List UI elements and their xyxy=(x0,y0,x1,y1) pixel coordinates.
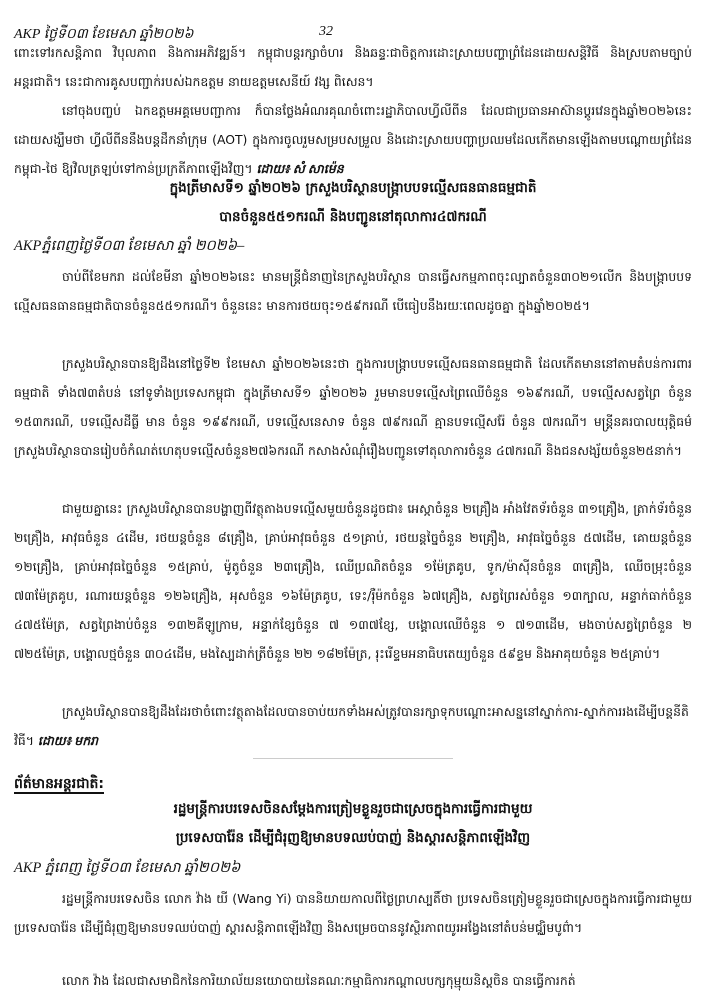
article3-paragraph-2 xyxy=(14,966,692,995)
section-title-international-news xyxy=(14,774,414,794)
article2-headline-line-1: ក្នុងត្រីមាសទី១ ឆ្នាំ២០២៦ ក្រសួងបរិស្ថានបង្ក្រាបបទល្មើសធនធានធម្មជាតិ xyxy=(169,180,537,196)
article3-dateline: AKP ភ្នំពេញ ថ្ងៃទី០៣ ខែមេសា ឆ្នាំ២០២៦ xyxy=(14,860,241,876)
article2-paragraph-3-text: ជាមួយគ្នានេះ ក្រសួងបរិស្ថានបានបង្ហាញពីវត្ថុតាងបទល្មើសមួយចំនួនដូចជា៖ អេស្កាចំនួន ២គ្រឿង អាំងវែតទ័រចំនួន ៣១គ្រឿង, ត្រាក់ទ័រចំនួន ២គ្រឿង, អាវុធចំនួន ៤ដើម, រថយន្តចំនួន ៨គ្រឿង, គ្រាប់អាវុធចំនួន ៥១គ្រាប់, រថយន្តច្នៃចំនួន ២គ្រឿង, អាវុធច្នៃចំនួន ៥៧ដើម, គោយន្តចំនួន ១២គ្រឿង, គ្រាប់អាវុធច្នៃចំនួន ១៥គ្រាប់, ម៉ូតូចំនួន ២៣គ្រឿង, ឈើប្រណិតចំនួន ១ម៉ែត្រគូប, ទូក/ម៉ាស៊ីនចំនួន ៣គ្រឿង, ឈើចម្រុះចំនួន ៧៣ម៉ែត្រគូប, រណារយន្តចំនួន ១២៦គ្រឿង, អុសចំនួន ១៦ម៉ែត្រគូប, ទេះ/រ៉ឺម៉កចំនួន ៦៧គ្រឿង, សត្វព្រៃរស់ចំនួន ១៣ក្បាល, អន្ទាក់ធាក់ចំនួន ៤៧៥ម៉ែត្រ, សត្វព្រៃងាប់ចំនួន ១៣២គីឡូក្រាម, អន្ទាក់ខ្សែចំនួន ៧ ១៣៧ខ្សែ, បង្គោលឈើចំនួន ១ ៧១៣ដើម, មងចាប់សត្វព្រៃចំនួន ២ ៧២៥ម៉ែត្រ, បង្គោលថ្មចំនួន ៣០៤ដើម, មងស្បៃដាក់ត្រីចំនួន ២២ ១៨២ម៉ែត្រ, រុះរើខ្ទមអនាធិបតេយ្យចំនួន ៥៩ខ្ទម និងអាគុយចំនួន ២៥គ្រាប់។ xyxy=(14,501,692,661)
section-title-text: ព័ត៌មានអន្តរជាតិ: xyxy=(14,776,105,792)
section-divider xyxy=(253,758,453,759)
article2-paragraph-2-text: ក្រសួងបរិស្ថានបានឱ្យដឹងនៅថ្ងៃទី២ ខែមេសា ឆ្នាំ២០២៦នេះថា ក្នុងការបង្ក្រាបបទល្មើសធនធានធម្មជាតិ ដែលកើតមាននៅតាមតំបន់ការពារធម្មជាតិ ទាំង៧៣តំបន់ នៅទូទាំងប្រទេសកម្ពុជា ក្នុងត្រីមាសទី១ ឆ្នាំ២០២៦ រួមមានបទល្មើសព្រៃឈើចំនួន ១៦៩ករណី, បទល្មើសសត្វព្រៃ ចំនួន ១៥៣ករណី, បទល្មើសដីធ្លី មាន ចំនួន ១៩៩ករណី, បទល្មើសនេសាទ ចំនួន ៧៩ករណី គ្មានបទល្មើសរ៉ែ ចំនួន ៧ករណី។ មន្ត្រីនគរបាលយុត្តិធម៌ ក្រសួងបរិស្ថានបានរៀបចំកំណត់ហេតុបទល្មើសចំនួន២៧៦ករណី កសាងសំណុំរឿងបញ្ជូនទៅតុលាការចំនួន ៤៧ករណី និងជនសង្ស័យចំនួន២៥នាក់។ xyxy=(14,356,692,458)
article3-paragraph-1-text: រដ្ឋមន្ត្រីការបរទេសចិន លោក វ៉ាង យី (Wang Yi) បាននិយាយកាលពីថ្ងៃព្រហស្បតិ៍ថា ប្រទេសចិនត្រៀមខ្លួនរួចជាស្រេចក្នុងការធ្វើការជាមួយប្រទេសបារ៉ែន ដើម្បីជំរុញឱ្យមានបទឈប់បាញ់ ស្ដារសន្តិភាពឡើងវិញ និងសម្រេចបាននូវស្ថិរភាពយូរអង្វែងនៅតំបន់មជ្ឈិមបូព៌ា។ xyxy=(14,891,692,935)
article2-headline xyxy=(14,174,692,232)
article2-paragraph-4-text: ក្រសួងបរិស្ថានបានឱ្យដឹងដែរថាចំពោះវត្ថុតាងដែលបានចាប់យកទាំងអស់ត្រូវបានរក្សាទុកបណ្ដោះអាសន្ននៅស្នាក់ការ-ស្នាក់ការរងដើម្បីបន្តនីតិវិធី។ xyxy=(14,704,689,748)
article1-paragraph-2 xyxy=(14,96,692,183)
article3-headline-line-2: ប្រទេសបារ៉ែន ដើម្បីជំរុញឱ្យមានបទឈប់បាញ់ និងស្ដារសន្តិភាពឡើងវិញ xyxy=(175,830,531,846)
article1-paragraph-2-text: នៅចុងបញ្ចប់ ឯកឧត្តមអគ្គមេបញ្ជាការ ក៏បានថ្លែងអំណរគុណចំពោះរដ្ឋាភិបាលហ្វីលីពីន ដែលជាប្រធានអាស៊ានប្តូរវេនក្នុងឆ្នាំ២០២៦នេះ ដោយសង្ឃឹមថា ហ្វីលីពីននឹងបន្តដឹកនាំក្រុម (AOT) ក្នុងការចូលរួមសម្របសម្រួល និងដោះស្រាយបញ្ហាប្រឈមដែលកើតមានឡើងតាមបណ្តោយព្រំដែនកម្ពុជា-ថៃ ឱ្យវិលត្រឡប់ទៅកាន់ប្រក្រតីភាពឡើងវិញ។ xyxy=(14,103,692,176)
article3-paragraph-2-text: លោក វ៉ាង ដែលជាសមាជិកនៃការិយាល័យនយោបាយនៃគណៈកម្មាធិការកណ្ដាលបក្សកុម្មុយនិស្តចិន បានធ្វើការកត់ xyxy=(62,973,576,988)
article3-headline-line-1: រដ្ឋមន្ត្រីការបរទេសចិនសម្តែងការត្រៀមខ្លួនរួចជាស្រេចក្នុងការធ្វើការជាមួយ xyxy=(173,801,533,817)
article2-paragraph-1 xyxy=(14,262,692,349)
article3-paragraph-1 xyxy=(14,884,692,971)
article2-headline-line-2: បានចំនួន៥៥១ករណី និងបញ្ជូននៅតុលាការ៤៧ករណី xyxy=(219,209,487,225)
article2-paragraph-3 xyxy=(14,494,692,697)
header-source-date: AKP ថ្ងៃទី០៣ ខែមេសា ឆ្នាំ២០២៦ xyxy=(14,27,194,42)
article2-paragraph-1-text: ចាប់ពីខែមករា ដល់ខែមីនា ឆ្នាំ២០២៦នេះ មានមន្ត្រីជំនាញនៃក្រសួងបរិស្ថាន បានធ្វើសកម្មភាពចុះល្បាតចំនួន៣០២១លើក និងបង្ក្រាបបទល្មើសធនធានធម្មជាតិបានចំនួន៥៥១ករណី។ ចំនួននេះ មានការថយចុះ១៥៩ករណី បើធៀបនឹងរយៈពេលដូចគ្នា ក្នុងឆ្នាំ២០២៥។ xyxy=(14,269,692,313)
article2-byline: ដោយ៖ មករា xyxy=(37,734,99,748)
article3-headline xyxy=(14,795,692,853)
article1-continued-paragraph xyxy=(14,38,692,96)
article2-paragraph-2 xyxy=(14,349,692,494)
article1-byline: ដោយ៖ សំ សាម៉េន xyxy=(256,162,344,176)
page-number: 32 xyxy=(319,24,333,39)
article2-dateline: AKPភ្នំពេញថ្ងៃទី០៣ ខែមេសា ឆ្នាំ ២០២៦– xyxy=(14,238,245,254)
article1-continued-text: ពោះទៅរកសន្តិភាព វិបុលភាព និងការអភិវឌ្ឍន៍។ កម្ពុជាបន្តរក្សាចំហរ និងឆន្ទៈជាចិត្តការដោះស្រាយបញ្ហាព្រំដែនដោយសន្តិវិធី និងស្របតាមច្បាប់អន្តរជាតិ។ នេះជាការគូសបញ្ជាក់របស់ឯកឧត្តម នាយឧត្តមសេនីយ៍ វង្ស ពិសេន។ xyxy=(14,45,692,89)
article2-paragraph-4 xyxy=(14,697,692,755)
